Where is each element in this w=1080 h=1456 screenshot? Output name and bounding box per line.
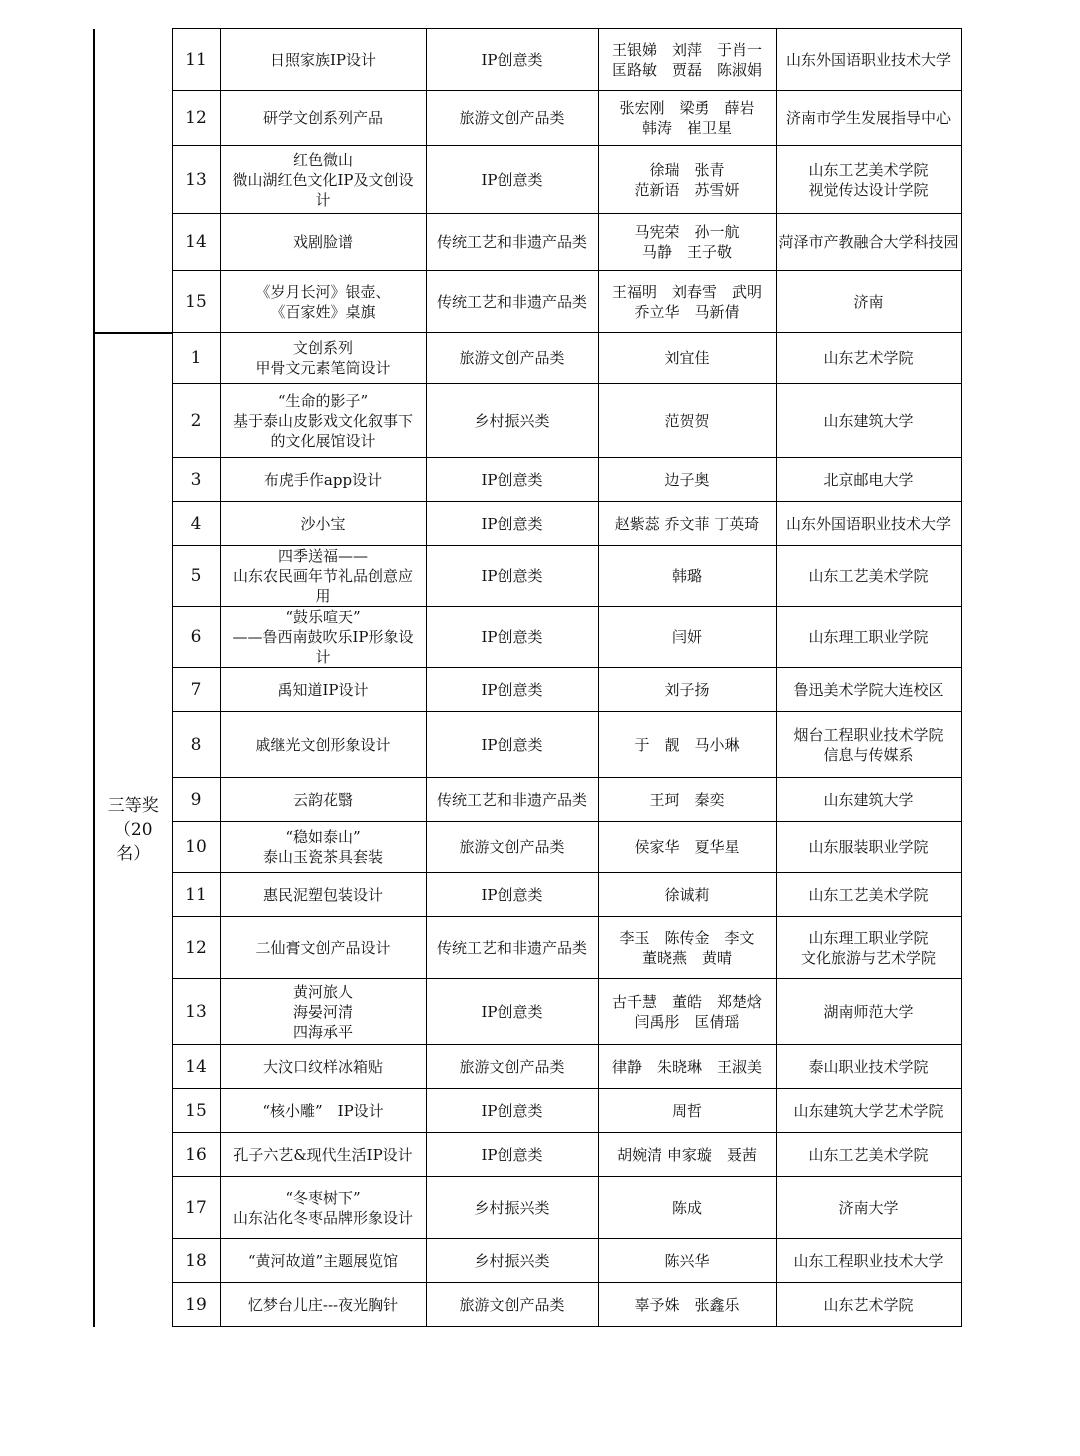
school-cell	[776, 146, 961, 214]
school-cell-line: 济南	[853, 292, 884, 311]
row-number: 15	[172, 271, 220, 333]
awards-table	[93, 28, 962, 1327]
category-cell: IP创意类	[426, 502, 598, 546]
school-cell	[776, 1133, 961, 1177]
authors-cell	[598, 778, 776, 822]
authors-cell	[598, 333, 776, 384]
school-cell-line: 泰山职业技术学院	[808, 1057, 929, 1076]
project-name-cell-line: 文创系列	[292, 339, 353, 357]
school-cell-line: 山东服装职业学院	[808, 838, 929, 856]
project-name-cell	[220, 778, 426, 822]
category-cell: 传统工艺和非遗产品类	[426, 917, 598, 979]
authors-cell	[598, 1177, 776, 1239]
table-row	[94, 91, 961, 146]
authors-cell	[598, 1089, 776, 1133]
school-cell-line: 济南大学	[838, 1198, 899, 1217]
project-name-cell-line: 基于泰山皮影戏文化叙事下	[232, 411, 413, 430]
project-name-cell-line: 泰山玉瓷茶具套装	[262, 848, 383, 866]
school-cell-line: 信息与传媒系	[823, 745, 914, 764]
table-row	[94, 458, 961, 502]
school-cell	[776, 333, 961, 384]
project-name-cell-line: 二仙膏文创产品设计	[255, 938, 391, 957]
table-row	[94, 1177, 961, 1239]
project-name-cell	[220, 502, 426, 546]
authors-cell-line: 古千慧 董皓 郑楚焓	[611, 992, 762, 1011]
authors-cell	[598, 146, 776, 214]
school-cell	[776, 502, 961, 546]
school-cell	[776, 822, 961, 873]
table-row	[94, 607, 961, 668]
school-cell-line: 山东工程职业技术大学	[793, 1251, 944, 1270]
project-name-cell-line: 计	[315, 648, 331, 666]
school-cell-line: 济南市学生发展指导中心	[786, 109, 952, 127]
row-number: 4	[172, 502, 220, 546]
authors-cell-line: 陈成	[671, 1198, 702, 1217]
row-number: 13	[172, 146, 220, 214]
authors-cell-line: 韩璐	[671, 567, 702, 585]
table-row	[94, 214, 961, 271]
category-cell: 传统工艺和非遗产品类	[426, 271, 598, 333]
project-name-cell	[220, 214, 426, 271]
project-name-cell-line: 大汶口纹样冰箱贴	[262, 1057, 383, 1076]
school-cell	[776, 458, 961, 502]
row-number: 8	[172, 712, 220, 778]
school-cell	[776, 1045, 961, 1089]
school-cell-line: 山东建筑大学	[823, 411, 914, 430]
row-number: 15	[172, 1089, 220, 1133]
project-name-cell	[220, 822, 426, 873]
school-cell	[776, 29, 961, 91]
project-name-cell-line: 禹知道IP设计	[277, 680, 369, 699]
school-cell-line: 山东工艺美术学院	[808, 1145, 929, 1164]
table-row	[94, 1283, 961, 1327]
school-cell-line: 山东工艺美术学院	[808, 160, 929, 179]
project-name-cell-line: 沙小宝	[300, 514, 346, 533]
project-name-cell-line: 惠民泥塑包装设计	[262, 885, 383, 904]
authors-cell-line: 董晓燕 黄晴	[641, 948, 732, 967]
project-name-cell	[220, 271, 426, 333]
category-cell: 旅游文创产品类	[426, 333, 598, 384]
school-cell-line: 视觉传达设计学院	[808, 180, 929, 199]
row-number: 2	[172, 384, 220, 458]
school-cell-line: 山东艺术学院	[823, 1295, 914, 1314]
row-number: 10	[172, 822, 220, 873]
project-name-cell	[220, 384, 426, 458]
table-row	[94, 546, 961, 607]
table-row	[94, 384, 961, 458]
authors-cell-line: 王珂 秦奕	[649, 790, 725, 809]
project-name-cell	[220, 873, 426, 917]
project-name-cell	[220, 546, 426, 607]
project-name-cell-line: 研学文创系列产品	[262, 109, 383, 127]
project-name-cell-line: ——鲁西南鼓吹乐IP形象设	[232, 628, 414, 646]
authors-cell-line: 马静 王子敬	[641, 243, 732, 261]
authors-cell-line: 匡路敏 贾磊 陈淑娟	[611, 60, 762, 79]
project-name-cell	[220, 1177, 426, 1239]
project-name-cell-line: “稳如泰山”	[285, 828, 361, 846]
category-cell: IP创意类	[426, 1089, 598, 1133]
school-cell	[776, 1239, 961, 1283]
table-row	[94, 1133, 961, 1177]
school-cell-line: 文化旅游与艺术学院	[801, 948, 937, 967]
school-cell	[776, 979, 961, 1045]
authors-cell-line: 乔立华 马新倩	[634, 302, 740, 321]
project-name-cell	[220, 1133, 426, 1177]
school-cell-line: 山东外国语职业技术大学	[786, 514, 952, 533]
school-cell	[776, 271, 961, 333]
project-name-cell-line: 孔子六艺&现代生活IP设计	[233, 1145, 413, 1164]
authors-cell	[598, 873, 776, 917]
school-cell-line: 山东理工职业学院	[808, 928, 929, 947]
row-number: 17	[172, 1177, 220, 1239]
award-level-cell: 三等奖（20名）	[94, 333, 172, 1327]
authors-cell	[598, 271, 776, 333]
authors-cell	[598, 668, 776, 712]
authors-cell-line: 闫禹彤 匡倩瑶	[634, 1012, 740, 1031]
authors-cell	[598, 607, 776, 668]
row-number: 1	[172, 333, 220, 384]
row-number: 3	[172, 458, 220, 502]
table-row	[94, 979, 961, 1045]
authors-cell	[598, 384, 776, 458]
authors-cell-line: 刘宜佳	[664, 349, 710, 367]
table-row	[94, 502, 961, 546]
table-row	[94, 873, 961, 917]
authors-cell-line: 李玉 陈传金 李文	[619, 928, 755, 947]
row-number: 9	[172, 778, 220, 822]
school-cell	[776, 91, 961, 146]
project-name-cell	[220, 917, 426, 979]
authors-cell	[598, 214, 776, 271]
category-cell: IP创意类	[426, 146, 598, 214]
project-name-cell	[220, 91, 426, 146]
project-name-cell-line: “冬枣树下”	[285, 1188, 361, 1207]
school-cell	[776, 1283, 961, 1327]
authors-cell-line: 王福明 刘春雪 武明	[611, 282, 762, 301]
table-row	[94, 146, 961, 214]
row-number: 13	[172, 979, 220, 1045]
category-cell: IP创意类	[426, 712, 598, 778]
project-name-cell	[220, 1239, 426, 1283]
category-cell: IP创意类	[426, 29, 598, 91]
row-number: 14	[172, 1045, 220, 1089]
project-name-cell-line: 《岁月长河》银壶、	[255, 282, 391, 301]
authors-cell-line: 于 靓 马小琳	[634, 735, 740, 754]
category-cell: 乡村振兴类	[426, 384, 598, 458]
school-cell	[776, 384, 961, 458]
authors-cell-line: 韩涛 崔卫星	[641, 119, 732, 137]
school-cell	[776, 214, 961, 271]
table-row	[94, 668, 961, 712]
authors-cell	[598, 979, 776, 1045]
project-name-cell	[220, 146, 426, 214]
school-cell-line: 烟台工程职业技术学院	[793, 725, 944, 744]
category-cell: 乡村振兴类	[426, 1239, 598, 1283]
school-cell	[776, 712, 961, 778]
table-row	[94, 917, 961, 979]
row-number: 14	[172, 214, 220, 271]
project-name-cell	[220, 1089, 426, 1133]
school-cell-line: 湖南师范大学	[823, 1002, 914, 1021]
project-name-cell-line: 黄河旅人	[292, 982, 353, 1001]
authors-cell	[598, 712, 776, 778]
project-name-cell-line: 四季送福——	[277, 547, 368, 565]
table-row	[94, 1045, 961, 1089]
category-cell: IP创意类	[426, 1133, 598, 1177]
project-name-cell-line: “生命的影子”	[277, 391, 369, 410]
authors-cell-line: 王银娣 刘萍 于肖一	[611, 40, 762, 59]
row-number: 11	[172, 873, 220, 917]
authors-cell-line: 赵紫蕊 乔文菲 丁英琦	[614, 514, 760, 533]
authors-cell	[598, 546, 776, 607]
row-number: 11	[172, 29, 220, 91]
authors-cell-line: 周哲	[671, 1101, 702, 1120]
project-name-cell-line: 用	[315, 587, 331, 605]
school-cell-line: 鲁迅美术学院大连校区	[793, 680, 944, 699]
table-row	[94, 333, 961, 384]
project-name-cell-line: 红色微山	[292, 150, 353, 169]
project-name-cell-line: 山东农民画年节礼品创意应	[232, 567, 413, 585]
project-name-cell	[220, 607, 426, 668]
authors-cell-line: 闫妍	[671, 628, 702, 646]
table-row	[94, 778, 961, 822]
category-cell: IP创意类	[426, 873, 598, 917]
category-cell: 乡村振兴类	[426, 1177, 598, 1239]
category-cell: IP创意类	[426, 458, 598, 502]
category-cell: 旅游文创产品类	[426, 1045, 598, 1089]
project-name-cell-line: 微山湖红色文化IP及文创设	[232, 170, 414, 189]
project-name-cell-line: 《百家姓》桌旗	[270, 302, 376, 321]
category-cell: IP创意类	[426, 546, 598, 607]
authors-cell	[598, 458, 776, 502]
school-cell	[776, 873, 961, 917]
authors-cell-line: 边子奥	[664, 470, 710, 489]
project-name-cell-line: 忆梦台儿庄---夜光胸针	[247, 1295, 399, 1314]
table-row	[94, 1089, 961, 1133]
school-cell	[776, 1089, 961, 1133]
school-cell	[776, 607, 961, 668]
school-cell-line: 山东艺术学院	[823, 349, 914, 367]
school-cell-line: 菏泽市产教融合大学科技园	[778, 233, 959, 251]
project-name-cell	[220, 1045, 426, 1089]
authors-cell-line: 胡婉清 申家璇 聂茜	[617, 1145, 757, 1164]
authors-cell-line: 徐诚莉	[664, 885, 710, 904]
row-number: 7	[172, 668, 220, 712]
project-name-cell	[220, 458, 426, 502]
project-name-cell-line: 云韵花翳	[292, 790, 353, 809]
category-cell: 旅游文创产品类	[426, 1283, 598, 1327]
category-cell: IP创意类	[426, 668, 598, 712]
project-name-cell-line: “鼓乐喧天”	[285, 608, 361, 626]
authors-cell-line: 范贺贺	[664, 411, 710, 430]
row-number: 5	[172, 546, 220, 607]
category-cell: IP创意类	[426, 979, 598, 1045]
authors-cell	[598, 822, 776, 873]
table-row	[94, 712, 961, 778]
row-number: 18	[172, 1239, 220, 1283]
category-cell: IP创意类	[426, 607, 598, 668]
authors-cell-line: 范新语 苏雪妍	[634, 180, 740, 199]
authors-cell	[598, 1133, 776, 1177]
project-name-cell-line: 计	[315, 190, 331, 209]
school-cell	[776, 778, 961, 822]
authors-cell	[598, 917, 776, 979]
table-row	[94, 271, 961, 333]
category-cell: 旅游文创产品类	[426, 91, 598, 146]
authors-cell	[598, 91, 776, 146]
row-number: 6	[172, 607, 220, 668]
school-cell-line: 山东理工职业学院	[808, 628, 929, 646]
authors-cell	[598, 1283, 776, 1327]
project-name-cell-line: 海晏河清	[292, 1002, 353, 1021]
awards-table-wrapper	[93, 28, 962, 1327]
authors-cell-line: 徐瑞 张青	[649, 160, 725, 179]
authors-cell-line: 辜予姝 张鑫乐	[634, 1295, 740, 1314]
authors-cell-line: 张宏刚 梁勇 薛岩	[619, 99, 755, 117]
project-name-cell-line: “黄河故道”主题展览馆	[247, 1251, 399, 1270]
school-cell-line: 北京邮电大学	[823, 470, 914, 489]
row-number: 12	[172, 917, 220, 979]
project-name-cell	[220, 29, 426, 91]
authors-cell-line: 侯家华 夏华星	[634, 838, 740, 856]
award-level-cell	[94, 29, 172, 333]
authors-cell	[598, 502, 776, 546]
school-cell	[776, 668, 961, 712]
project-name-cell	[220, 979, 426, 1045]
category-cell: 旅游文创产品类	[426, 822, 598, 873]
row-number: 12	[172, 91, 220, 146]
school-cell-line: 山东建筑大学	[823, 790, 914, 809]
project-name-cell-line: 甲骨文元素笔筒设计	[255, 359, 391, 377]
authors-cell	[598, 1239, 776, 1283]
table-row	[94, 1239, 961, 1283]
project-name-cell	[220, 668, 426, 712]
project-name-cell-line: “核小雕” IP设计	[262, 1101, 384, 1120]
project-name-cell-line: 日照家族IP设计	[269, 50, 377, 69]
project-name-cell-line: 山东沾化冬枣品牌形象设计	[232, 1208, 413, 1227]
authors-cell-line: 刘子扬	[664, 680, 710, 699]
table-row	[94, 822, 961, 873]
project-name-cell	[220, 333, 426, 384]
project-name-cell	[220, 712, 426, 778]
row-number: 16	[172, 1133, 220, 1177]
category-cell: 传统工艺和非遗产品类	[426, 214, 598, 271]
project-name-cell-line: 四海承平	[292, 1022, 353, 1041]
authors-cell-line: 陈兴华	[664, 1251, 710, 1270]
school-cell	[776, 546, 961, 607]
project-name-cell-line: 戏剧脸谱	[292, 233, 353, 251]
project-name-cell-line: 布虎手作app设计	[263, 470, 383, 489]
row-number: 19	[172, 1283, 220, 1327]
authors-cell	[598, 1045, 776, 1089]
project-name-cell-line: 的文化展馆设计	[270, 431, 376, 450]
project-name-cell-line: 戚继光文创形象设计	[255, 735, 391, 754]
authors-cell	[598, 29, 776, 91]
authors-cell-line: 律静 朱晓琳 王淑美	[611, 1057, 762, 1076]
school-cell-line: 山东工艺美术学院	[808, 885, 929, 904]
school-cell-line: 山东工艺美术学院	[808, 567, 929, 585]
category-cell: 传统工艺和非遗产品类	[426, 778, 598, 822]
table-row	[94, 29, 961, 91]
project-name-cell	[220, 1283, 426, 1327]
school-cell	[776, 1177, 961, 1239]
school-cell	[776, 917, 961, 979]
school-cell-line: 山东建筑大学艺术学院	[793, 1101, 944, 1120]
authors-cell-line: 马宪荣 孙一航	[634, 223, 740, 241]
school-cell-line: 山东外国语职业技术大学	[786, 50, 952, 69]
